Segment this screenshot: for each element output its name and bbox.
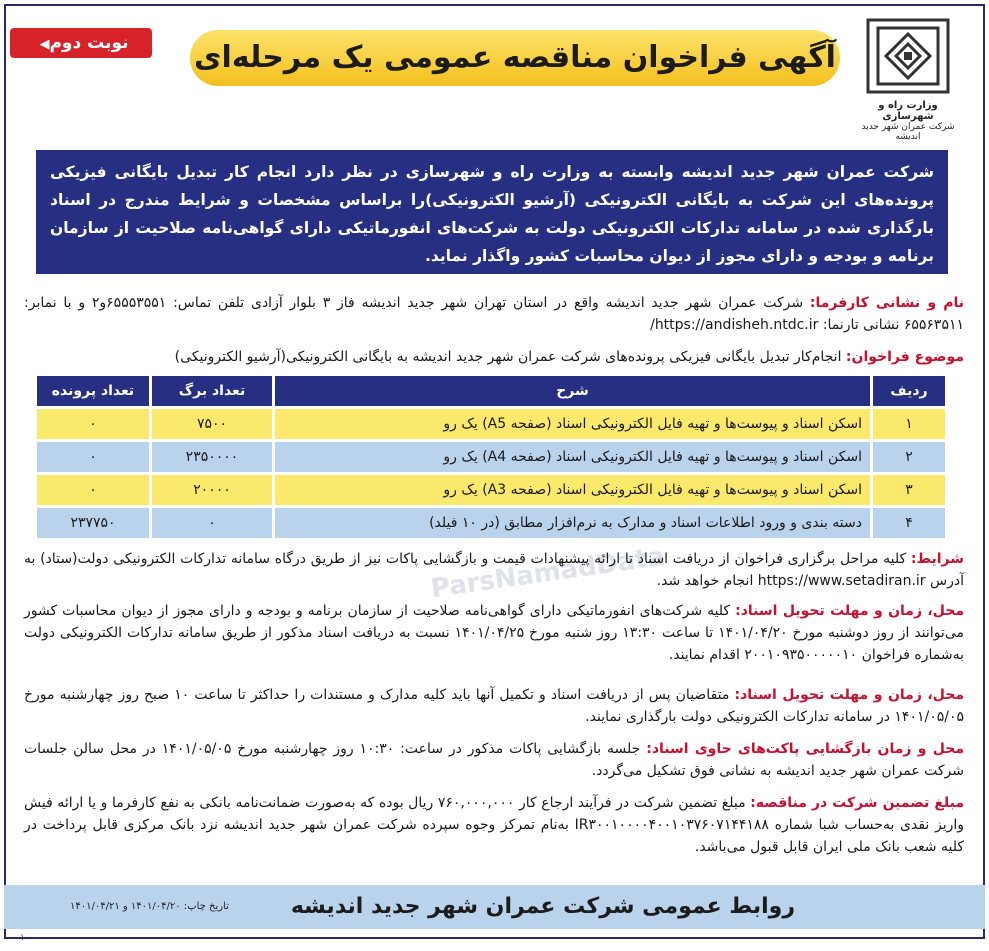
employer-label: نام و نشانی کارفرما: xyxy=(809,295,964,311)
cell-row-number: ۱ xyxy=(873,409,945,439)
opening-label: محل و زمان بازگشایی پاکت‌های حاوی اسناد: xyxy=(646,741,965,757)
cell-sheets: ۷۵۰۰ xyxy=(152,409,272,439)
cell-description: اسکن اسناد و پیوست‌ها و تهیه فایل الکترونیکی اسناد (صفحه A5) یک رو xyxy=(275,409,870,439)
arrow-left-icon: ◀ xyxy=(39,37,50,52)
cell-sheets: ۲۰۰۰۰ xyxy=(152,475,272,505)
header-row-number: ردیف xyxy=(873,376,945,406)
doc-submission-section xyxy=(24,684,964,728)
doc-submission-text: متقاضیان پس از دریافت اسناد و تکمیل آنها باید کلیه مدارک و مستندات را حداکثر تا ساعت ۱۰ صبح روز چهارشنبه مورخ ۱۴۰۱/۰۵/۰۵ در سامانه تدارکات الکترونیکی دولت بارگذاری نمایند. xyxy=(24,687,964,725)
logo-block xyxy=(853,18,963,142)
notice-title: آگهی فراخوان مناقصه عمومی یک مرحله‌ای xyxy=(194,40,836,75)
table-row xyxy=(37,409,945,439)
opening-section xyxy=(24,738,964,782)
watermark: ParsNamadData xyxy=(429,541,667,605)
cell-sheets: ۰ xyxy=(152,508,272,538)
logo-caption-ministry: وزارت راه و شهرسازی xyxy=(878,100,938,122)
cell-files: ۰ xyxy=(37,409,149,439)
doc-delivery-text: کلیه شرکت‌های انفورماتیکی دارای گواهی‌نامه صلاحیت از سازمان برنامه و بودجه و دارای مجوز از دیوان محاسبات کشور می‌توانند از روز دوشنبه مورخ ۱۴۰۱/۰۴/۲۰ تا ساعت ۱۳:۳۰ روز شنبه مورخ ۱۴۰۱/۰۴/۲۵ نسبت به دریافت اسناد مذکور از طریق سامانه تدارکات الکترونیکی دولت به‌شماره فراخوان ۲۰۰۱۰۹۳۵۰۰۰۰۰۱۰ اقدام نمایند. xyxy=(24,603,964,663)
header-sheets: تعداد برگ xyxy=(152,376,272,406)
table-row xyxy=(37,508,945,538)
header-files: تعداد پرونده xyxy=(37,376,149,406)
doc-delivery-label: محل، زمان و مهلت تحویل اسناد: xyxy=(735,603,964,619)
cell-files: ۰ xyxy=(37,442,149,472)
subject-label: موضوع فراخوان: xyxy=(845,349,964,365)
table-row xyxy=(37,442,945,472)
cell-row-number: ۲ xyxy=(873,442,945,472)
employer-text: شرکت عمران شهر جدید اندیشه واقع در استان تهران شهر جدید اندیشه فاز ۳ بلوار آزادی تلفن تماس: ۶۵۵۵۳۵۵۱و۲ و با نمابر: ۶۵۵۶۳۵۱۱ نشانی تارنما: https://andisheh.ntdc.ir/ xyxy=(24,295,964,333)
items-table xyxy=(34,373,948,541)
footer-bar xyxy=(4,885,985,929)
table-header-row xyxy=(37,376,945,406)
employer-section xyxy=(24,292,964,336)
title-banner xyxy=(190,22,840,92)
guarantee-label: مبلغ تضمین شرکت در مناقصه: xyxy=(750,795,964,811)
guarantee-section xyxy=(24,792,964,858)
round-tag-label: نوبت دوم xyxy=(49,33,129,53)
doc-submission-label: محل، زمان و مهلت تحویل اسناد: xyxy=(734,687,964,703)
publish-date: تاریخ چاپ: ۱۴۰۱/۰۴/۲۰ و ۱۴۰۱/۰۴/۲۱ xyxy=(70,901,229,912)
subject-section xyxy=(24,346,964,368)
cell-row-number: ۴ xyxy=(873,508,945,538)
cell-description: اسکن اسناد و پیوست‌ها و تهیه فایل الکترونیکی اسناد (صفحه A3) یک رو xyxy=(275,475,870,505)
cell-description: دسته بندی و ورود اطلاعات اسناد و مدارک به نرم‌افزار مطابق (در ۱۰ فیلد) xyxy=(275,508,870,538)
cell-sheets: ۲۳۵۰۰۰۰ xyxy=(152,442,272,472)
page-number: ۱۰۰ xyxy=(20,933,35,943)
subject-text: انجام‌کار تبدیل بایگانی فیزیکی پرونده‌های شرکت عمران شهر جدید اندیشه به بایگانی الکترونیکی(آرشیو الکترونیکی) xyxy=(174,349,842,365)
cell-files: ۲۳۷۷۵۰ xyxy=(37,508,149,538)
cell-description: اسکن اسناد و پیوست‌ها و تهیه فایل الکترونیکی اسناد (صفحه A4) یک رو xyxy=(275,442,870,472)
ministry-logo-icon xyxy=(866,18,950,94)
logo-caption-company: شرکت عمران شهر جدید اندیشه xyxy=(861,122,955,142)
conditions-section xyxy=(24,548,964,592)
cell-files: ۰ xyxy=(37,475,149,505)
round-tag xyxy=(10,28,152,58)
public-relations-signature: روابط عمومی شرکت عمران شهر جدید اندیشه xyxy=(290,894,795,919)
conditions-label: شرایط: xyxy=(910,551,964,567)
header-description: شرح xyxy=(275,376,870,406)
doc-delivery-section xyxy=(24,600,964,666)
cell-row-number: ۳ xyxy=(873,475,945,505)
guarantee-text: مبلغ تضمین شرکت در فرآیند ارجاع کار ۷۶۰,۰۰۰,۰۰۰ ریال بوده که به‌صورت ضمانت‌نامه بانکی به نفع کارفرما و یا ارائه فیش واریز نقدی به‌حساب شبا شماره IR۳۰۰۱۰۰۰۰۴۰۰۱۰۳۷۶۰۷۱۴۴۱۸۸ به‌نام تمرکز وجوه سپرده شرکت عمران شهر جدید اندیشه نزد بانک مرکزی قابل پرداخت در کلیه شعب بانک ملی ایران قابل قبول می‌باشد. xyxy=(24,795,964,855)
header xyxy=(0,0,977,142)
intro-paragraph: شرکت عمران شهر جدید اندیشه وابسته به وزارت راه و شهرسازی در نظر دارد انجام کار تبدیل بایگانی فیزیکی پرونده‌های این شرکت به بایگانی الکترونیکی (آرشیو الکترونیکی)را براساس مشخصات و شرایط مندرج در اسناد بارگذاری شده در سامانه تدارکات الکترونیکی دولت به شرکت‌های انفورماتیکی دارای گواهی‌نامه صلاحیت از سازمان برنامه و بودجه و دارای مجوز از دیوان محاسبات کشور واگذار نماید. xyxy=(36,150,948,274)
table-row xyxy=(37,475,945,505)
conditions-text: کلیه مراحل برگزاری فراخوان از دریافت اسناد تا ارائه پیشنهادات قیمت و بازگشایی پاکات نیز از طریق درگاه سامانه تدارکات الکترونیکی دولت(ستاد) به آدرس https://www.setadiran.ir انجام خواهد شد. xyxy=(24,551,964,589)
opening-text: جلسه بازگشایی پاکات مذکور در ساعت: ۱۰:۳۰ روز چهارشنبه مورخ ۱۴۰۱/۰۵/۰۵ در محل سالن جلسات شرکت عمران شهر جدید اندیشه به نشانی فوق تشکیل می‌گردد. xyxy=(24,741,964,779)
